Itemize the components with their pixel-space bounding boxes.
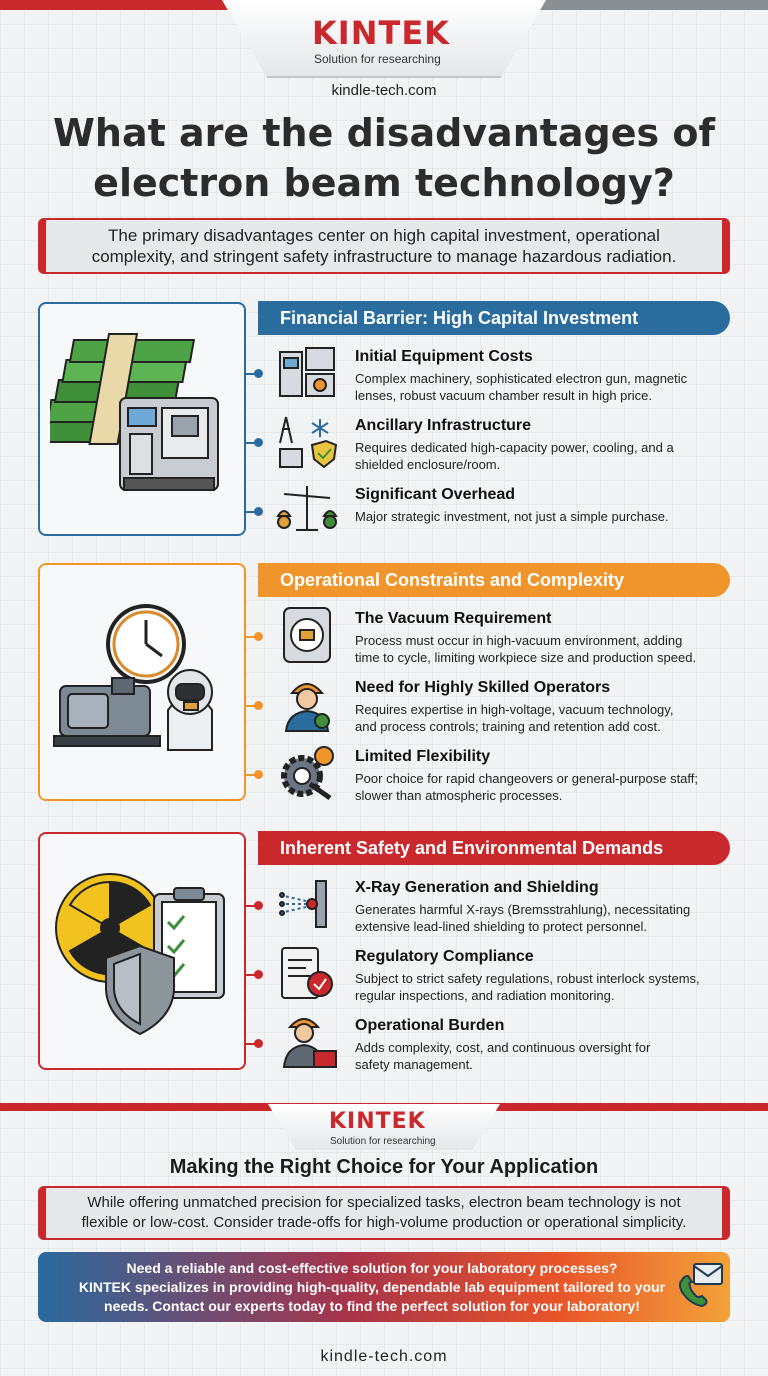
summary-box: The primary disadvantages center on high capital investment, operational complexity, and stringent safety infrastructure to manage hazardous radiation. [38, 218, 730, 274]
balance-scale-icon [276, 480, 338, 538]
vacuum-pump-clock-operator-icon [50, 600, 236, 760]
bullet-dot [254, 701, 263, 710]
bullet-dot [254, 970, 263, 979]
bullet-dot [254, 770, 263, 779]
bullet-dot [254, 438, 263, 447]
money-and-machine-icon [50, 328, 234, 504]
site-url-top[interactable]: kindle-tech.com [331, 82, 437, 99]
equipment-panel-icon [276, 344, 338, 402]
item-desc: Adds complexity, cost, and continuous oversight for safety management. [355, 1040, 651, 1072]
xray-shield-icon [276, 875, 338, 933]
bullet-dot [254, 632, 263, 641]
phone-mail-icon[interactable] [676, 1262, 726, 1308]
section-financial-heading: Financial Barrier: High Capital Investment [258, 301, 730, 335]
item-title: Ancillary Infrastructure [355, 417, 532, 434]
bullet-dot [254, 1039, 263, 1048]
item-title: Initial Equipment Costs [355, 348, 533, 365]
skilled-worker-icon [276, 675, 338, 733]
item-title: Regulatory Compliance [355, 948, 534, 965]
section-safety-heading: Inherent Safety and Environmental Demands [258, 831, 730, 865]
choice-title: Making the Right Choice for Your Application [169, 1156, 599, 1178]
item-title: Significant Overhead [355, 486, 516, 503]
vacuum-chamber-icon [276, 606, 338, 664]
site-url-bottom[interactable]: kindle-tech.com [320, 1348, 448, 1365]
item-title: Need for Highly Skilled Operators [355, 679, 611, 696]
item-desc: Complex machinery, sophisticated electron gun, magnetic lenses, robust vacuum chamber result in high price. [355, 371, 688, 403]
bullet-dot [254, 369, 263, 378]
choice-box: While offering unmatched precision for specialized tasks, electron beam technology is not flexible or low-cost. Consider trade-offs for high-volume production or operational simplicity. [38, 1186, 730, 1240]
top-accent-bar-left [0, 0, 260, 10]
item-title: X-Ray Generation and Shielding [355, 879, 599, 896]
item-desc: Generates harmful X-rays (Bremsstrahlung), necessitating extensive lead-lined shielding to protect personnel. [355, 902, 691, 934]
bullet-dot [254, 507, 263, 516]
worker-toolbox-icon [276, 1011, 338, 1069]
item-desc: Requires expertise in high-voltage, vacuum technology, and process controls; training and retention add cost. [355, 702, 674, 734]
item-desc: Subject to strict safety regulations, robust interlock systems, regular inspections, and radiation monitoring. [355, 971, 700, 1003]
brand-tagline: Solution for researching [314, 52, 441, 66]
item-title: The Vacuum Requirement [355, 610, 552, 627]
power-cooling-shield-icon [276, 413, 338, 471]
item-title: Limited Flexibility [355, 748, 491, 765]
brand-tagline-bottom: Solution for researching [330, 1136, 436, 1147]
compliance-document-icon [276, 944, 338, 1002]
item-desc: Process must occur in high-vacuum environment, adding time to cycle, limiting workpiece size and production speed. [355, 633, 697, 665]
cta-banner[interactable]: Need a reliable and cost-effective solution for your laboratory processes? KINTEK specializes in providing high-quality, dependable lab equipment tailored to your needs. Contact our experts today to find the perfect solution for your laboratory! [38, 1252, 730, 1322]
item-desc: Requires dedicated high-capacity power, cooling, and a shielded enclosure/room. [355, 440, 674, 472]
radiation-shield-clipboard-icon [50, 868, 236, 1038]
bullet-dot [254, 901, 263, 910]
item-title: Operational Burden [355, 1017, 505, 1034]
page-title: What are the disadvantages of electron beam technology? [52, 111, 716, 205]
section-operational-heading: Operational Constraints and Complexity [258, 563, 730, 597]
brand-logo-bottom: KINTEK [329, 1109, 426, 1134]
item-desc: Poor choice for rapid changeovers or general-purpose staff; slower than atmospheric processes. [355, 771, 699, 803]
gear-wrench-icon [276, 744, 338, 802]
item-desc: Major strategic investment, not just a simple purchase. [355, 509, 669, 524]
top-accent-bar-right [508, 0, 768, 10]
brand-logo: KINTEK [312, 14, 450, 52]
